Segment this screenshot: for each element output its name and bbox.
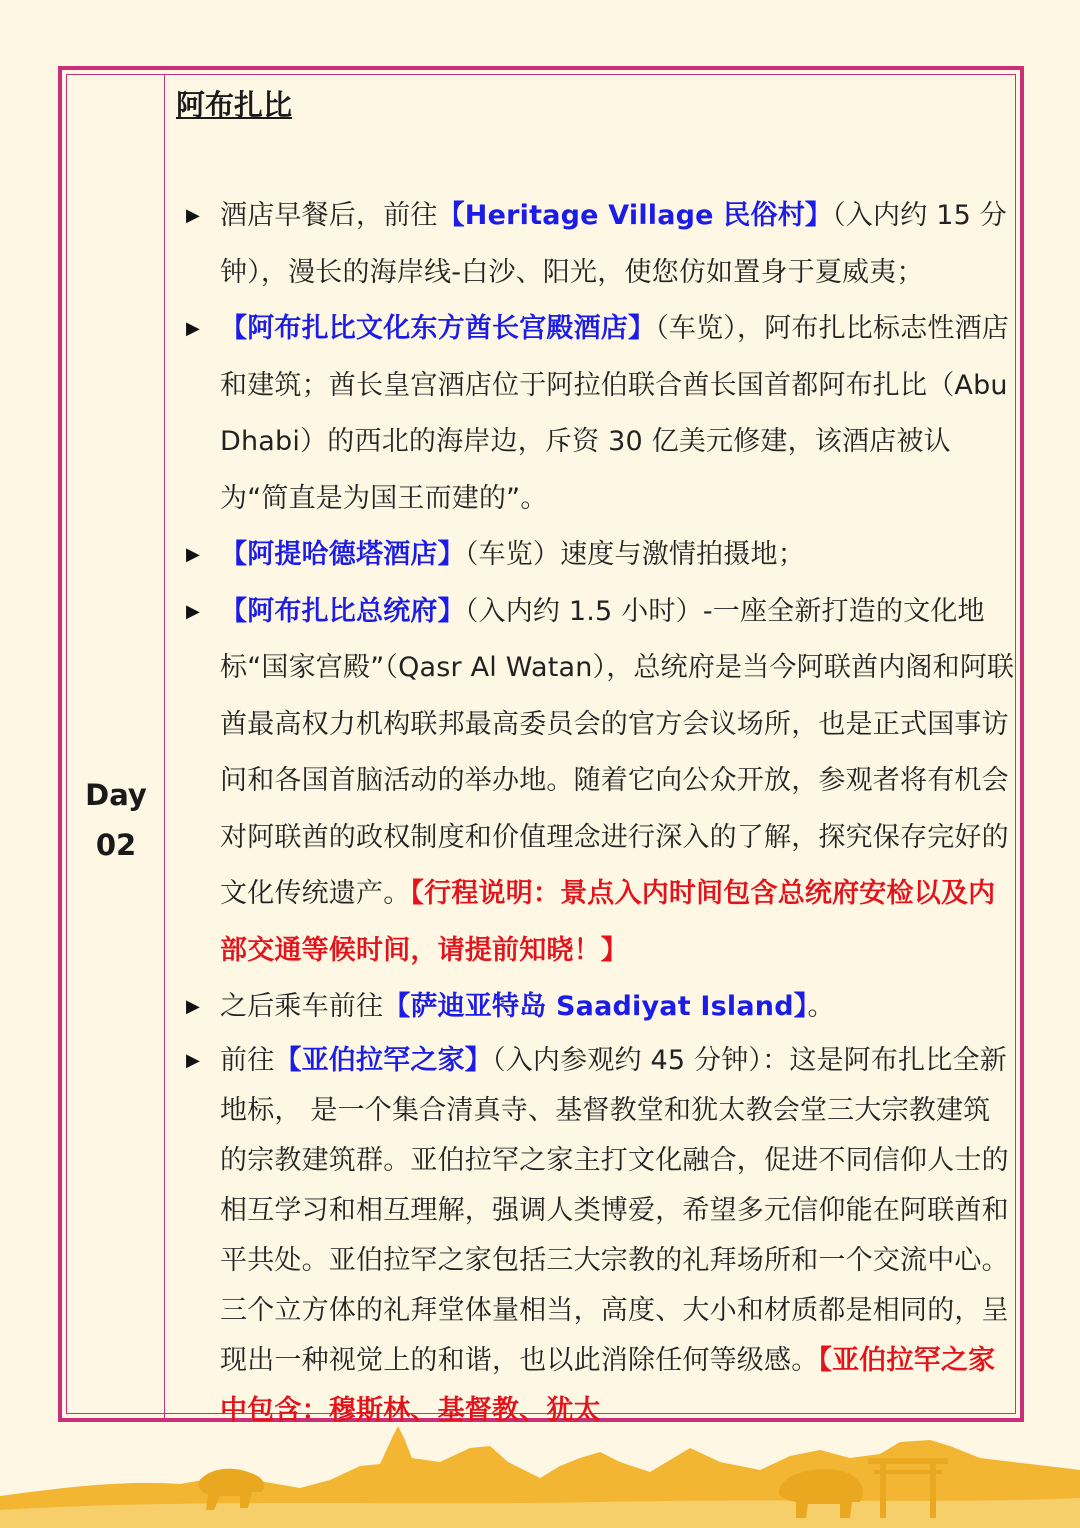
- day-label-number: 02: [95, 828, 137, 862]
- bullet-arrow-icon: ▶: [186, 1049, 201, 1071]
- itinerary-item: [176, 979, 1016, 1036]
- itinerary-item: [176, 1036, 1016, 1436]
- itinerary-item: [176, 527, 1016, 584]
- bullet-arrow-icon: ▶: [186, 318, 201, 339]
- description-text: 前往: [220, 1044, 275, 1076]
- description-text: （入内参观约 45 分钟）：这是阿布扎比全新地标， 是一个集合清真寺、基督教堂和犹太教会堂三大宗教建筑的宗教建筑群。亚伯拉罕之家主打文化融合，促进不同信仰人士的相互学习和相互理解，强调人类博爱，希望多元信仰能在阿联酋和平共处。亚伯拉罕之家包括三大宗教的礼拜场所和一个交流中心。三个立方体的礼拜堂体量相当，高度、大小和材质都是相同的，呈现出一种视觉上的和谐，也以此消除任何等级感。: [220, 1044, 1009, 1376]
- description-text: （车览）速度与激情拍摄地；: [464, 539, 805, 570]
- itinerary-item: [176, 584, 1016, 980]
- description-text: 。: [807, 991, 835, 1022]
- itinerary-table: [58, 66, 1024, 1426]
- description-text: （车览），阿布扎比标志性酒店和建筑；酋长皇宫酒店位于阿拉伯联合酋长国首都阿布扎比（Abu Dhabi）的西北的海岸边，斥资 30 亿美元修建，该酒店被认为“简直是为国王而建的”。: [220, 313, 1010, 514]
- description-text: 之后乘车前往: [220, 991, 384, 1022]
- day-label-word: Day: [85, 778, 147, 812]
- description-text: （入内约 15 分钟），漫长的海岸线-白沙、阳光，使您仿如置身于夏威夷；: [220, 200, 1007, 288]
- day-content: [176, 80, 1016, 1436]
- itinerary-item: [176, 188, 1016, 301]
- notice-text: 【亚伯拉罕之家中包含：穆斯林、基督教、犹太: [220, 1344, 996, 1426]
- column-divider: [164, 74, 165, 1418]
- city-title: 阿布扎比: [176, 88, 293, 122]
- itinerary-item: [176, 301, 1016, 527]
- attraction-name: 【萨迪亚特岛 Saadiyat Island】: [383, 991, 808, 1022]
- attraction-name: 【阿布扎比文化东方酋长宫殿酒店】: [220, 313, 656, 344]
- day-label: [68, 770, 164, 870]
- description-text: 酒店早餐后，前往: [220, 200, 438, 231]
- itinerary-list: [176, 188, 1016, 1436]
- notice-text: 【行程说明：景点入内时间包含总统府安检以及内部交通等候时间，请提前知晓！】: [220, 878, 996, 966]
- skyline-decoration: [0, 1418, 1080, 1528]
- bullet-arrow-icon: ▶: [186, 996, 201, 1017]
- attraction-name: 【亚伯拉罕之家】: [274, 1044, 493, 1076]
- bullet-arrow-icon: ▶: [186, 544, 201, 565]
- attraction-name: 【阿提哈德塔酒店】: [220, 539, 465, 570]
- attraction-name: 【Heritage Village 民俗村】: [437, 200, 833, 231]
- attraction-name: 【阿布扎比总统府】: [220, 595, 465, 627]
- bullet-arrow-icon: ▶: [186, 205, 201, 226]
- description-text: （入内约 1.5 小时）-一座全新打造的文化地标“国家宫殿”（Qasr Al Watan），总统府是当今阿联酋内阁和阿联酋最高权力机构联邦最高委员会的官方会议场所，也是正式国事访问和各国首脑活动的举办地。随着它向公众开放，参观者将有机会对阿联酋的政权制度和价值理念进行深入的了解，探究保存完好的文化传统遗产。: [220, 595, 1015, 909]
- bullet-arrow-icon: ▶: [186, 600, 201, 622]
